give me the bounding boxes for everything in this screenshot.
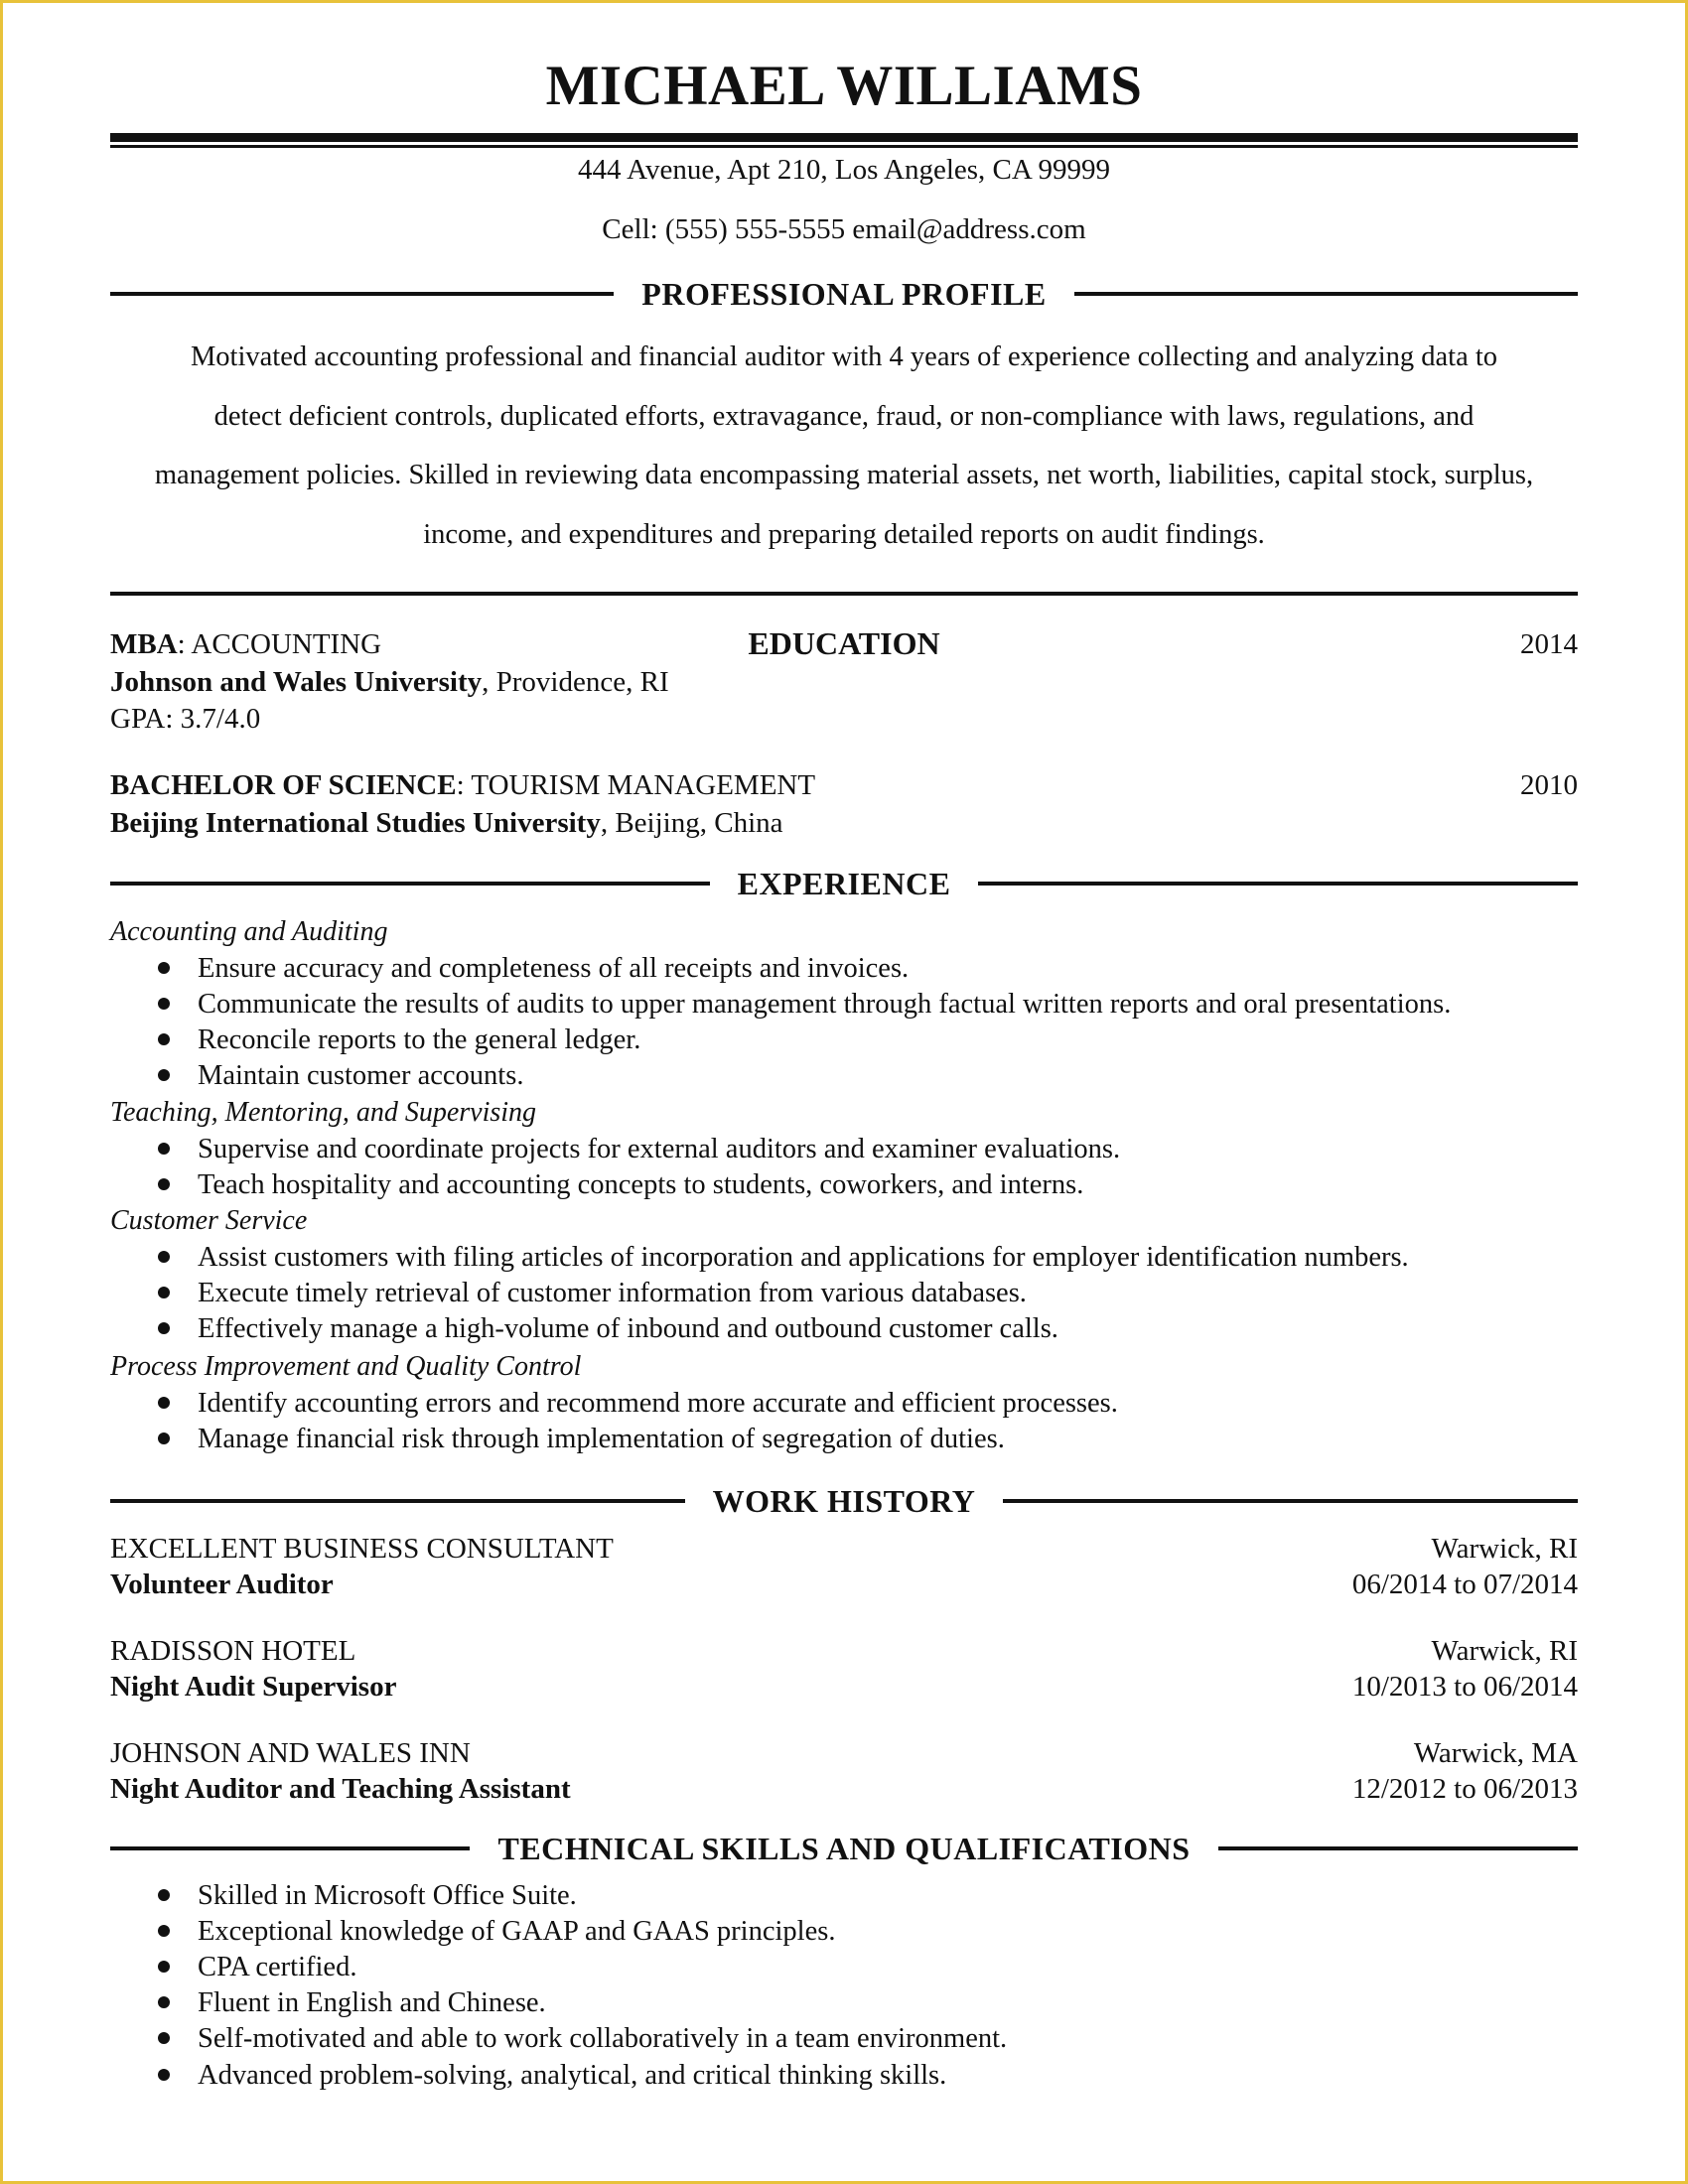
heading-rule-right — [1003, 1499, 1578, 1503]
profile-line: Motivated accounting professional and financial auditor with 4 years of experience collecting and analyzing data to — [190, 341, 1498, 372]
list-item-text: Exceptional knowledge of GAAP and GAAS principles. — [198, 1916, 836, 1947]
profile-summary — [110, 328, 1578, 564]
header-rule-thin — [110, 145, 1578, 148]
contact-phone-email: Cell: (555) 555-5555 email@address.com — [602, 213, 1086, 245]
section-title-education: EDUCATION — [748, 625, 940, 661]
heading-rule-left — [110, 1846, 470, 1850]
bullet-icon — [158, 1322, 170, 1334]
education-entry-degree — [110, 630, 1578, 659]
job-dates: 12/2012 to 06/2013 — [1351, 1773, 1578, 1805]
bullet-icon — [158, 1287, 170, 1298]
degree-year: 2010 — [1520, 769, 1578, 801]
job-employer: JOHNSON AND WALES INN — [110, 1737, 471, 1769]
list-item-text: CPA certified. — [198, 1952, 357, 1982]
section-heading-work-history — [110, 1485, 1578, 1517]
profile-line: income, and expenditures and preparing detailed reports on audit findings. — [423, 518, 1265, 550]
bullet-icon — [158, 1996, 170, 2008]
job-title: Night Audit Supervisor — [110, 1671, 397, 1703]
list-item-text: Fluent in English and Chinese. — [198, 1987, 546, 2018]
candidate-name: MICHAEL WILLIAMS — [545, 55, 1143, 117]
list-item-text: Advanced problem-solving, analytical, and critical thinking skills. — [198, 2060, 947, 2091]
profile-line: detect deficient controls, duplicated efforts, extravagance, fraud, or non-compliance with laws, regulations, and — [213, 400, 1475, 432]
bullet-icon — [158, 2069, 170, 2081]
list-item-text: Maintain customer accounts. — [198, 1060, 524, 1091]
list-item-text: Reconcile reports to the general ledger. — [198, 1024, 641, 1055]
job-employer: EXCELLENT BUSINESS CONSULTANT — [110, 1533, 614, 1565]
school-location: , Providence, RI — [482, 666, 669, 698]
section-heading-skills — [110, 1833, 1578, 1864]
bullet-icon — [158, 1251, 170, 1263]
job-employer-row — [110, 1637, 1578, 1666]
degree-name: BACHELOR OF SCIENCE — [110, 769, 457, 801]
bullet-icon — [158, 2032, 170, 2044]
section-heading-experience — [110, 868, 1578, 899]
heading-rule-right — [1074, 292, 1578, 296]
list-item-text: Ensure accuracy and completeness of all receipts and invoices. — [198, 953, 910, 984]
list-item-text: Execute timely retrieval of customer information from various databases. — [198, 1278, 1027, 1308]
education-entry-degree — [110, 771, 1578, 800]
bullet-icon — [158, 1069, 170, 1081]
profile-line: management policies. Skilled in reviewing data encompassing material assets, net worth, liabilities, capital stock, surplus, — [154, 460, 1534, 490]
job-location: Warwick, MA — [1413, 1737, 1578, 1769]
job-dates: 10/2013 to 06/2014 — [1351, 1671, 1578, 1703]
school-name: Beijing International Studies University — [110, 807, 601, 839]
heading-rule-right — [978, 882, 1578, 886]
bullet-icon — [158, 1143, 170, 1155]
job-employer-row — [110, 1739, 1578, 1768]
experience-category: Process Improvement and Quality Control — [110, 1351, 582, 1382]
job-title-row — [110, 1570, 1578, 1599]
bullet-icon — [158, 1433, 170, 1444]
list-item-text: Assist customers with filing articles of incorporation and applications for employer identification numbers. — [198, 1242, 1409, 1273]
section-title: WORK HISTORY — [712, 1483, 976, 1519]
heading-rule-left — [110, 292, 614, 296]
section-title: PROFESSIONAL PROFILE — [641, 276, 1047, 312]
list-item-text: Effectively manage a high-volume of inbound and outbound customer calls. — [198, 1313, 1058, 1344]
list-item-text: Skilled in Microsoft Office Suite. — [198, 1880, 577, 1911]
experience-category: Customer Service — [110, 1205, 308, 1236]
list-item-text: Communicate the results of audits to upper management through factual written reports and oral presentations. — [198, 989, 1452, 1020]
degree-field: : ACCOUNTING — [177, 628, 382, 660]
job-title-row — [110, 1775, 1578, 1804]
job-title: Volunteer Auditor — [110, 1569, 334, 1600]
heading-rule-left — [110, 1499, 685, 1503]
experience-category: Teaching, Mentoring, and Supervising — [110, 1097, 537, 1128]
job-location: Warwick, RI — [1431, 1635, 1578, 1667]
education-rule — [110, 592, 1578, 596]
contact-address: 444 Avenue, Apt 210, Los Angeles, CA 99999 — [578, 154, 1110, 186]
education-entry-school — [110, 668, 1578, 697]
list-item-text: Manage financial risk through implementation of segregation of duties. — [198, 1424, 1005, 1454]
school-location: , Beijing, China — [600, 807, 783, 839]
job-location: Warwick, RI — [1431, 1533, 1578, 1565]
job-dates: 06/2014 to 07/2014 — [1351, 1569, 1578, 1600]
section-title: EXPERIENCE — [737, 866, 951, 901]
header-rule-thick — [110, 133, 1578, 142]
list-item-text: Teach hospitality and accounting concepts to students, coworkers, and interns. — [198, 1169, 1084, 1200]
job-title-row — [110, 1673, 1578, 1702]
list-item-text: Identify accounting errors and recommend more accurate and efficient processes. — [198, 1388, 1118, 1419]
list-item-text: Supervise and coordinate projects for external auditors and examiner evaluations. — [198, 1134, 1121, 1164]
job-title: Night Auditor and Teaching Assistant — [110, 1773, 571, 1805]
education-entry-school — [110, 809, 1578, 838]
degree-field: : TOURISM MANAGEMENT — [456, 769, 816, 801]
bullet-icon — [158, 1889, 170, 1901]
education-entry-gpa: GPA: 3.7/4.0 — [110, 703, 261, 735]
degree-name: MBA — [110, 628, 178, 660]
bullet-icon — [158, 1033, 170, 1045]
school-name: Johnson and Wales University — [110, 666, 483, 698]
job-employer-row — [110, 1535, 1578, 1564]
list-item-text: Self-motivated and able to work collaboratively in a team environment. — [198, 2023, 1008, 2054]
bullet-icon — [158, 998, 170, 1010]
bullet-icon — [158, 962, 170, 974]
bullet-icon — [158, 1961, 170, 1973]
bullet-icon — [158, 1925, 170, 1937]
bullet-icon — [158, 1178, 170, 1190]
heading-rule-left — [110, 882, 710, 886]
heading-rule-right — [1218, 1846, 1578, 1850]
experience-category: Accounting and Auditing — [110, 916, 388, 947]
bullet-icon — [158, 1397, 170, 1409]
section-heading-profile — [110, 278, 1578, 310]
degree-year: 2014 — [1520, 628, 1578, 660]
job-employer: RADISSON HOTEL — [110, 1635, 356, 1667]
section-title: TECHNICAL SKILLS AND QUALIFICATIONS — [497, 1831, 1191, 1866]
